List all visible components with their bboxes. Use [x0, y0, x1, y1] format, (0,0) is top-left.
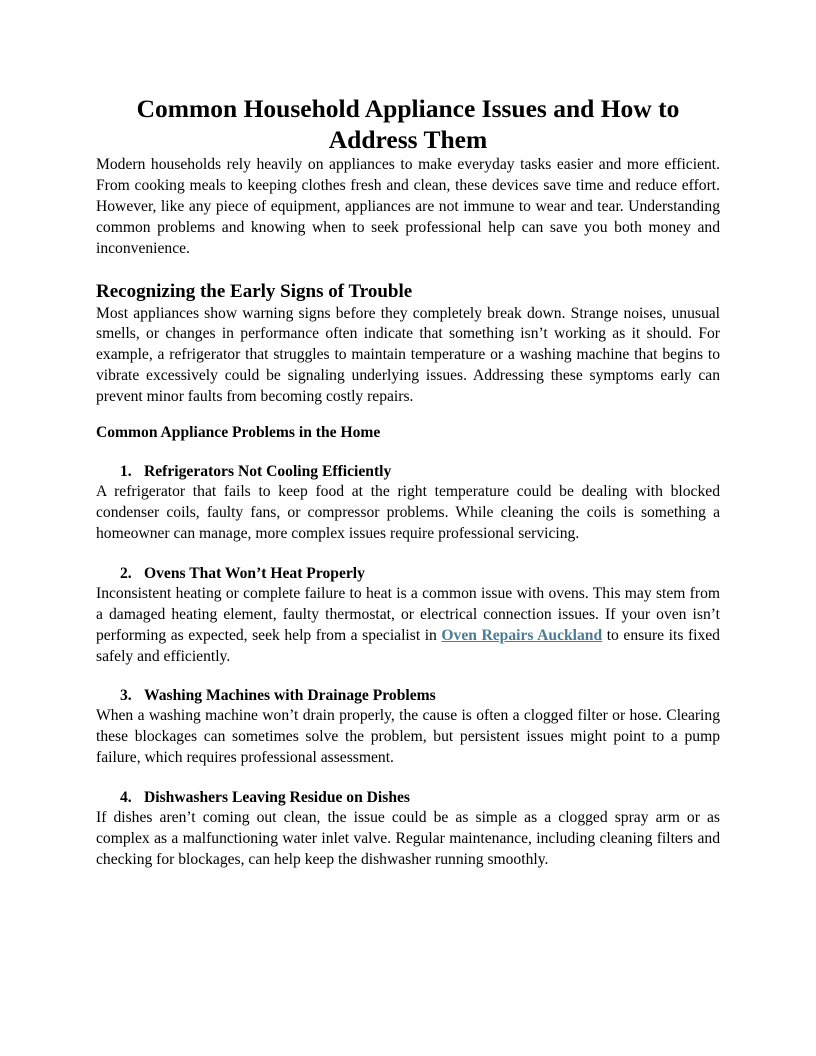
list-item-paragraph: A refrigerator that fails to keep food at the right temperature could be dealing with blocked condenser coils, faulty fans, or compressor problems. While cleaning the coils is something a homeowner can manage, more complex issues require professional servicing. [96, 483, 720, 542]
list-heading-text: Washing Machines with Drainage Problems [144, 687, 436, 705]
list-item-heading [96, 788, 720, 808]
list-item-heading [96, 564, 720, 584]
list-number: 2. [120, 564, 132, 582]
page-title: Common Household Appliance Issues and How to Address Them [136, 94, 680, 154]
list-heading-text: Refrigerators Not Cooling Efficiently [144, 463, 392, 481]
list-number: 1. [120, 463, 132, 481]
section-heading: Recognizing the Early Signs of Trouble [96, 280, 413, 302]
list-number: 3. [120, 687, 132, 705]
paragraph-text: Inconsistent heating or complete failure to heat is a common issue with ovens. This may stem from a damaged heating element, faulty thermostat, or electrical connection issues. If your oven isn’t performing as expected, seek help from a specialist in [96, 584, 720, 644]
list-item-heading [96, 686, 720, 706]
list-heading-text: Ovens That Won’t Heat Properly [144, 564, 365, 582]
list-item-paragraph: If dishes aren’t coming out clean, the issue could be as simple as a clogged spray arm or as complex as a malfunctioning water inlet valve. Regular maintenance, including cleaning filters and checking for blockages, can help keep the dishwasher running smoothly. [96, 809, 720, 868]
subheading: Common Appliance Problems in the Home [96, 424, 381, 442]
intro-paragraph: Modern households rely heavily on appliances to make everyday tasks easier and more efficient. From cooking meals to keeping clothes fresh and clean, these devices save time and reduce effort. However, like any piece of equipment, appliances are not immune to wear and tear. Understanding common problems and knowing when to seek professional help can save you both money and inconvenience. [96, 156, 720, 257]
section-paragraph: Most appliances show warning signs before they completely break down. Strange noises, unusual smells, or changes in performance often indicate that something isn’t working as it should. For example, a refrigerator that struggles to maintain temperature or a washing machine that begins to vibrate excessively could be signaling underlying issues. Addressing these symptoms early can prevent minor faults from becoming costly repairs. [96, 304, 720, 406]
list-item-paragraph [96, 584, 720, 668]
paragraph-text: to ensure its fixed safely and efficiently. [96, 626, 720, 665]
list-number: 4. [120, 789, 132, 807]
list-item-paragraph: When a washing machine won’t drain properly, the cause is often a clogged filter or hose. Clearing these blockages can sometimes solve the problem, but persistent issues might point to a pump failure, which requires professional assessment. [96, 707, 720, 767]
list-heading-text: Dishwashers Leaving Residue on Dishes [144, 789, 410, 807]
oven-repairs-link[interactable]: Oven Repairs Auckland [441, 626, 603, 644]
list-item-heading [96, 462, 720, 482]
document-page [96, 0, 720, 871]
